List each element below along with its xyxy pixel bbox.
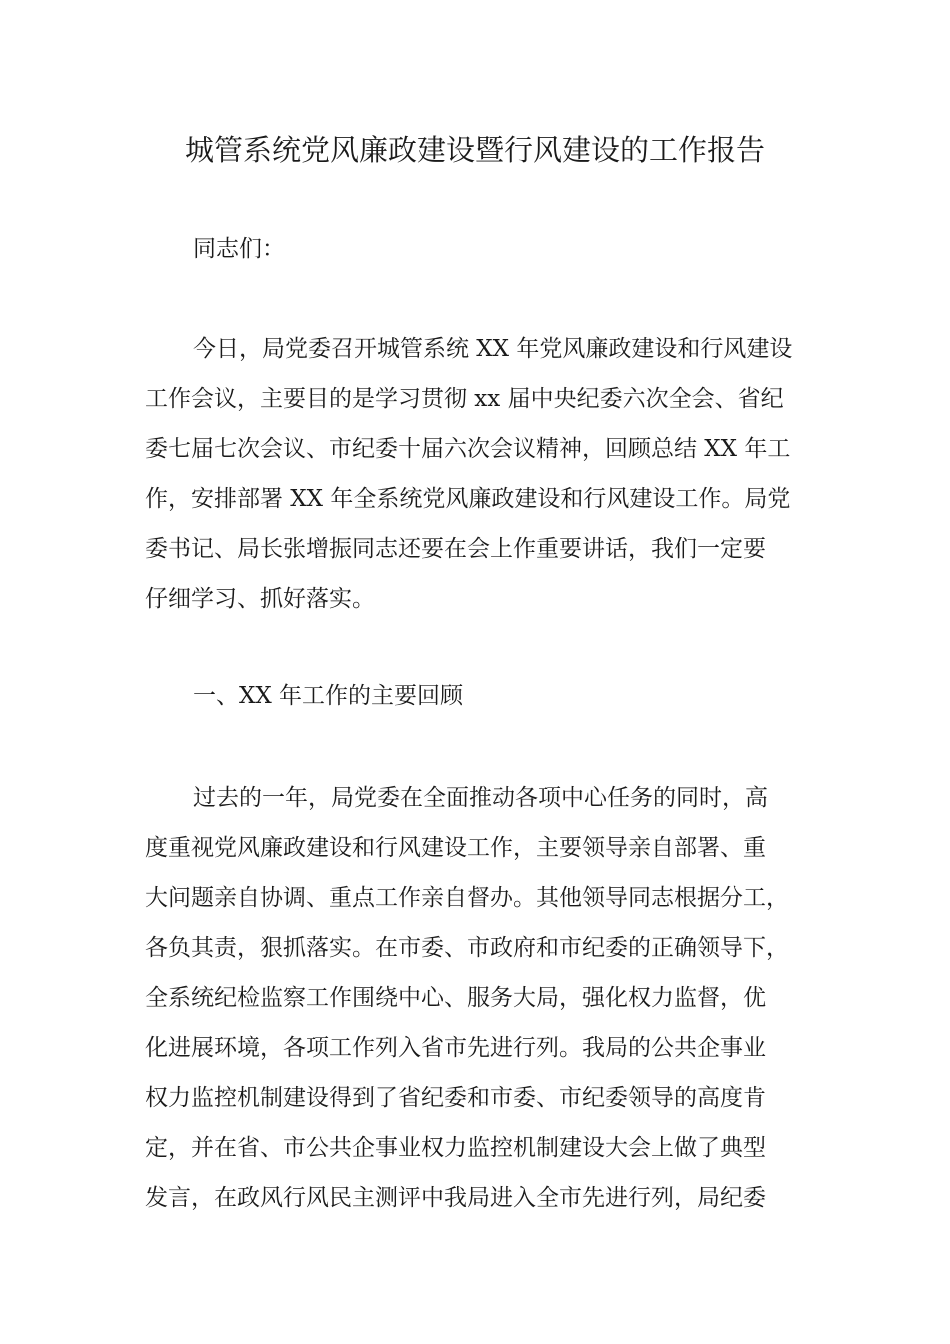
section-heading-text: 一、XX 年工作的主要回顾 [193, 683, 464, 709]
paragraph-line: 度重视党风廉政建设和行风建设工作，主要领导亲自部署、重 [145, 835, 766, 861]
paragraph-line: 作，安排部署 XX 年全系统党风廉政建设和行风建设工作。局党 [145, 486, 791, 512]
paragraph-line: 今日，局党委召开城管系统 XX 年党风廉政建设和行风建设 [193, 336, 793, 362]
paragraph-line: 发言，在政风行风民主测评中我局进入全市先进行列，局纪委 [145, 1185, 766, 1211]
paragraph-line: 委七届七次会议、市纪委十届六次会议精神，回顾总结 XX 年工 [145, 436, 791, 462]
paragraph-line: 工作会议，主要目的是学习贯彻 xx 届中央纪委六次全会、省纪 [145, 386, 784, 412]
salutation-text: 同志们： [193, 236, 285, 262]
intro-paragraph [145, 324, 825, 624]
paragraph-line: 过去的一年，局党委在全面推动各项中心任务的同时，高 [193, 785, 768, 811]
paragraph-line: 委书记、局长张增振同志还要在会上作重要讲话，我们一定要 [145, 536, 766, 562]
section-heading [145, 671, 825, 721]
paragraph-line: 定，并在省、市公共企事业权力监控机制建设大会上做了典型 [145, 1135, 766, 1161]
paragraph-line: 大问题亲自协调、重点工作亲自督办。其他领导同志根据分工， [145, 885, 789, 911]
paragraph-line: 各负其责，狠抓落实。在市委、市政府和市纪委的正确领导下， [145, 935, 789, 961]
salutation-paragraph [145, 224, 825, 274]
document-title: 城管系统党风廉政建设暨行风建设的工作报告 [184, 133, 765, 167]
paragraph-line: 权力监控机制建设得到了省纪委和市委、市纪委领导的高度肯 [145, 1085, 766, 1111]
review-paragraph [145, 773, 825, 1223]
paragraph-line: 化进展环境，各项工作列入省市先进行列。我局的公共企事业 [145, 1035, 766, 1061]
paragraph-line: 全系统纪检监察工作围绕中心、服务大局，强化权力监督，优 [145, 985, 766, 1011]
paragraph-line: 仔细学习、抓好落实。 [145, 586, 375, 612]
